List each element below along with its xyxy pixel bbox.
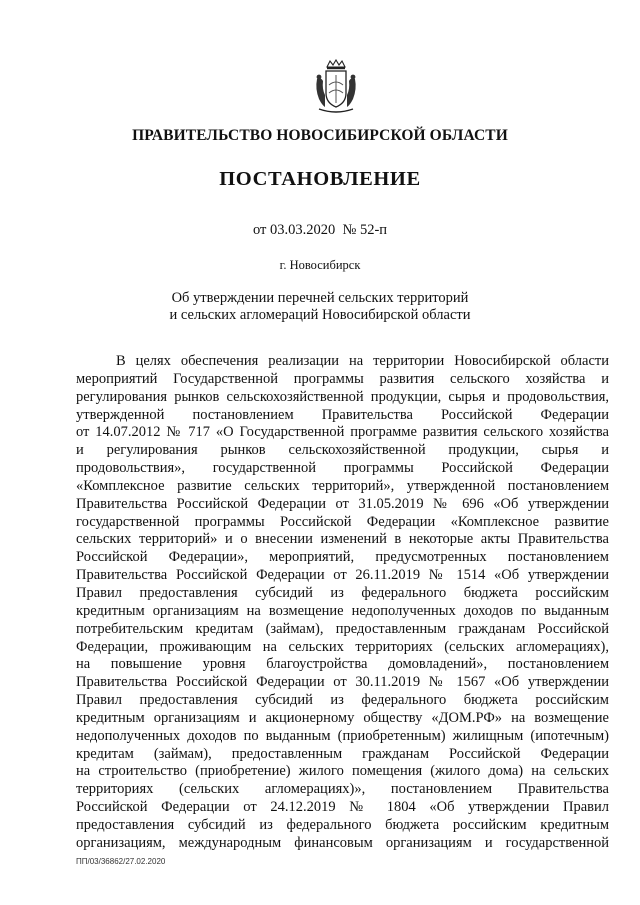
body-line: Федерации, проживающим на сельских территориях (сельских агломерациях), [76, 638, 609, 655]
subject-line: Об утверждении перечней сельских территорий [171, 290, 469, 306]
body-line: недополученных доходов по выданным (приобретенным) жилищным (ипотечным) [76, 727, 609, 744]
body-line: на повышение уровня благоустройства домовладений», постановлением [76, 656, 609, 673]
body-line: и регулирования рынков сельскохозяйственной продукции, сырья и [76, 442, 609, 459]
novosibirsk-coat-of-arms-icon [313, 59, 359, 115]
body-line: Правительства Российской Федерации от 26.11.2019 № 1514 «Об утверждении [76, 567, 609, 584]
body-line: Правил предоставления субсидий из федерального бюджета российским [76, 584, 609, 601]
body-line: от 14.07.2012 № 717 «О Государственной программе развития сельского хозяйства [76, 424, 609, 441]
body-line: мероприятий Государственной программы развития сельского хозяйства и [76, 370, 609, 387]
date-number-line [0, 222, 640, 239]
city-line: г. Новосибирск [279, 258, 361, 272]
body-line: Российской Федерации от 24.12.2019 № 1804 «Об утверждении Правил [76, 799, 609, 816]
body-line: В целях обеспечения реализации на территории Новосибирской области [116, 353, 609, 369]
document-body [76, 353, 609, 853]
body-line: Правил предоставления субсидий из федерального бюджета российским [76, 692, 609, 709]
document-number: № 52-п [342, 222, 388, 238]
body-line: организациям, международным финансовым организациям и государственной [76, 834, 609, 851]
body-line: «Комплексное развитие сельских территорий», утвержденной постановлением [76, 477, 609, 494]
body-line: кредитным организациям и акционерному обществу «ДОМ.РФ» на возмещение [76, 709, 609, 726]
body-line: кредитным организациям на возмещение недополученных доходов по выданным [76, 602, 609, 619]
subject-line: и сельских агломераций Новосибирской области [169, 307, 471, 323]
body-line: территориях (сельских агломерациях)», постановлением Правительства [76, 781, 609, 798]
document-code: ПП/03/36862/27.02.2020 [76, 857, 166, 866]
body-line: Правительства Российской Федерации от 30.11.2019 № 1567 «Об утверждении [76, 674, 609, 691]
body-line: кредитам (займам), предоставленным гражданам Российской Федерации [76, 745, 609, 762]
body-line: потребительским кредитам (займам), предоставленным гражданам Российской [76, 620, 609, 637]
body-line: Правительства Российской Федерации от 31.05.2019 № 696 «Об утверждении [76, 495, 609, 512]
body-line: Российской Федерации», мероприятий, предусмотренных постановлением [76, 549, 609, 566]
body-line: продовольствия», государственной программы Российской Федерации [76, 460, 609, 477]
body-line: государственной программы Российской Федерации «Комплексное развитие [76, 513, 609, 530]
document-date: от 03.03.2020 [252, 222, 336, 238]
body-line: сельских территорий» и о внесении изменений в некоторые акты Правительства [76, 531, 609, 548]
government-title: ПРАВИТЕЛЬСТВО НОВОСИБИРСКОЙ ОБЛАСТИ [132, 127, 508, 144]
body-line: на строительство (приобретение) жилого помещения (жилого дома) на сельских [76, 763, 609, 780]
document-subject [0, 290, 640, 324]
body-line: предоставления субсидий из федерального бюджета российским кредитным [76, 816, 609, 833]
body-line: регулирования рынков сельскохозяйственной продукции, сырья и продовольствия, [76, 388, 609, 405]
body-line: утвержденной постановлением Правительства Российской Федерации [76, 406, 609, 423]
document-type-title: ПОСТАНОВЛЕНИЕ [219, 168, 421, 190]
